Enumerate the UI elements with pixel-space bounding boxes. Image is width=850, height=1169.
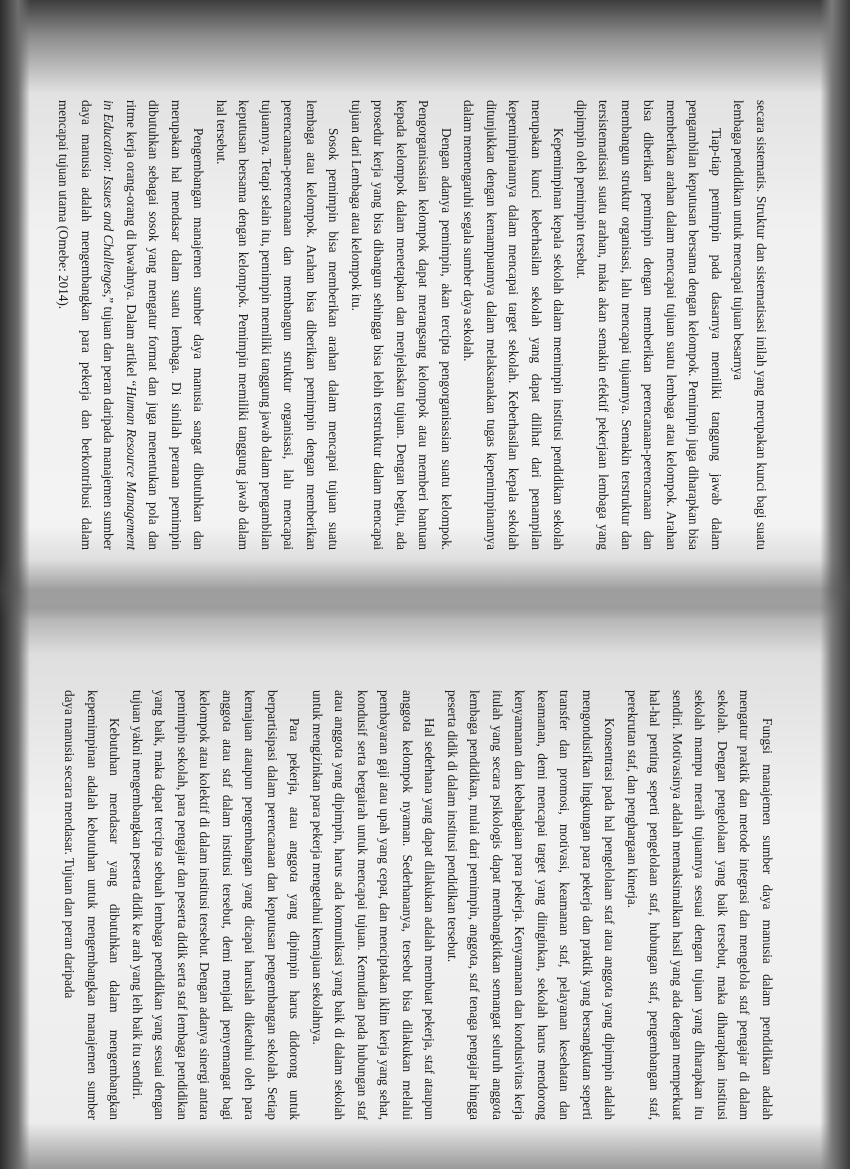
paragraph: Hal sederhana yang dapat dilakukan adalah membuat pekerja, staf ataupun anggota kelompok nyaman. Sederhananya, tersebut bisa dilakukan melalui pembayaran gaji atau upah yang cepat, dan menciptakan iklim kerja yang sehat, kondusif serta bergairah untuk mencapai tujuan. Kemudian pada hubungan staf atau anggota yang dipimpin, harus ada komunikasi yang baik di dalam sekolah untuk mengizinkan para pekerja mengetahui kemajuan sekolahnya. xyxy=(310,690,438,1120)
paragraph: Konsentrasi pada hal pengelolaan staf atau anggota yang dipimpin adalah mengondusifkan lingkungan para pekerja dan praktik yang bersangkutan seperti transfer dan promosi, motivasi, keamanan staf, pelayanan kesehatan dan keamanan, demi mencapai target yang diinginkan, sekolah harus mendorong kenyamanan dan kebahagiaan para pekerja. Kenyamanan dan kondusivitas kerja itulah yang secara psikologis dapat membangkitkan semangat seluruh anggota lembaga pendidikan, mulai dari pemimpin, anggota, staf tenaga pengajar hingga peserta didik di dalam institusi pendidikan tersebut. xyxy=(445,690,618,1120)
bottom-page xyxy=(38,690,778,1120)
paragraph: Kepemimpinan kepala sekolah dalam memimpin institusi pendidikan sekolah merupakan kunci keberhasilan sekolah yang dapat dilihat dari penampilan kepemimpinannya dalam mencapai target sekolah. Keberhasilan kepala sekolah ditunjukkan dengan kemampuannya dalam melaksanakan tugas kepemimpinannya dalam memengaruhi segala sumber daya sekolah. xyxy=(461,100,567,550)
paragraph: Tiap-tiap pemimpin pada dasarnya memiliki tanggung jawab dalam pengambilan keputusan bersama dengan kelompok. Pemimpin juga diharapkan bisa memberikan arahan dalam mencapai tujuan suatu lembaga atau kelompok. Arahan bisa diberikan pemimpin dengan memberikan perencanaan-perencanaan dan membangun struktur organisasi, lalu mencapai tujuannya. Semakin terstruktur dan tersistematisasi suatu arahan, maka akan semakin efektif pekerjaan lembaga yang dipimpin oleh pemimpin tersebut. xyxy=(574,100,724,550)
paragraph: secara sistematis. Struktur dan sistematisasi inilah yang merupakan kunci bagi suatu lembaga pendidikan untuk mencapai tujuan besarnya xyxy=(731,100,769,550)
paragraph-with-citation xyxy=(52,100,210,550)
top-page xyxy=(32,100,772,550)
paragraph-text: Pengembangan manajemen sumber daya manusia sangat dibutuhkan dan merupakan hal mendasar dalam suatu lembaga. Di sinilah peranan pemimpin dibutuhkan sebagai sosok yang mengatur format dan juga menentukan pola dan ritme kerja orang-orang di bawahnya. Dalam artikel “ xyxy=(124,100,207,550)
paragraph-text: ,” tujuan dan peran daripada manajemen sumber daya manusia adalah mengembangkan para pekerja dan berkontribusi dalam mencapai tujuan utama (Omebe: 2014). xyxy=(56,100,117,550)
paragraph: Sosok pemimpin bisa memberikan arahan dalam mencapai tujuan suatu lembaga atau kelompok. Arahan bisa diberikan pemimpin dengan memberikan perencanaan-perencanaan dan membangun struktur organisasi, lalu mencapai tujuannya. Tetapi selain itu, pemimpin memiliki tanggung jawab dalam pengambilan keputusan bersama dengan kelompok. Pemimpin memiliki tanggung jawab dalam hal tersebut. xyxy=(214,100,342,550)
paragraph: Para pekerja, atau anggota yang dipimpin harus didorong untuk berpartisipasi dalam perencanaan dan keputusan pengembangan sekolah. Setiap kemajuan ataupun pengembangan yang dicapai haruslah diketahui oleh para anggota atau staf dalam institusi tersebut, demi menjadi penyemangat bagi kelompok atau kolektif di dalam institusi tersebut. Dengan adanya sinergi antara pemimpin sekolah, para pengajar dan peserta didik serta staf lembaga pendidikan yang baik, maka dapat tercipta sebuah lembaga pendidikan yang sesuai dengan tujuan yakni mengembangkan peserta didik ke arah yang leih baik itu sendiri. xyxy=(130,690,303,1120)
article-title: Human Resource Management in Education: Issues and Challenges xyxy=(101,100,139,550)
paragraph: Fungsi manajemen sumber daya manusia dalam pendidikan adalah mengatur praktik dan metode integrasi dan mengelola staf pengajar di dalam sekolah. Dengan pengelolaan yang baik tersebut, maka diharapkan institusi sekolah mampu meraih tujuannya sesuai dengan tujuan yang diharapkan itu sendiri. Motivasinya adalah memaksimalkan hasil yang ada dengan memperkuat hal-hal penting seperti pengelolaan staf, hubungan staf, pengembangan staf, perekrutan staf, dan penghargaan kinerja. xyxy=(625,690,775,1120)
book-gutter xyxy=(0,560,850,620)
paragraph: Kebutuhan mendasar yang dibutuhkan dalam mengembangkan kepemimpinan adalah kebutuhan untuk mengembangkan manajemen sumber daya manusia secara mendasar. Tujuan dan peran daripada xyxy=(62,690,123,1120)
paragraph: Dengan adanya pemimpin, akan tercipta pengorganisasian suatu kelompok. Pengorganisasian kelompok dapat merangsang kelompok atau memberi bantuan kepada kelompok dalam menetapkan dan menjelaskan tujuan. Dengan begitu, ada prosedur kerja yang bisa dibangun sehingga bisa lebih terstruktur dalam mencapai tujuan dari Lembaga atau kelompok itu. xyxy=(349,100,454,550)
